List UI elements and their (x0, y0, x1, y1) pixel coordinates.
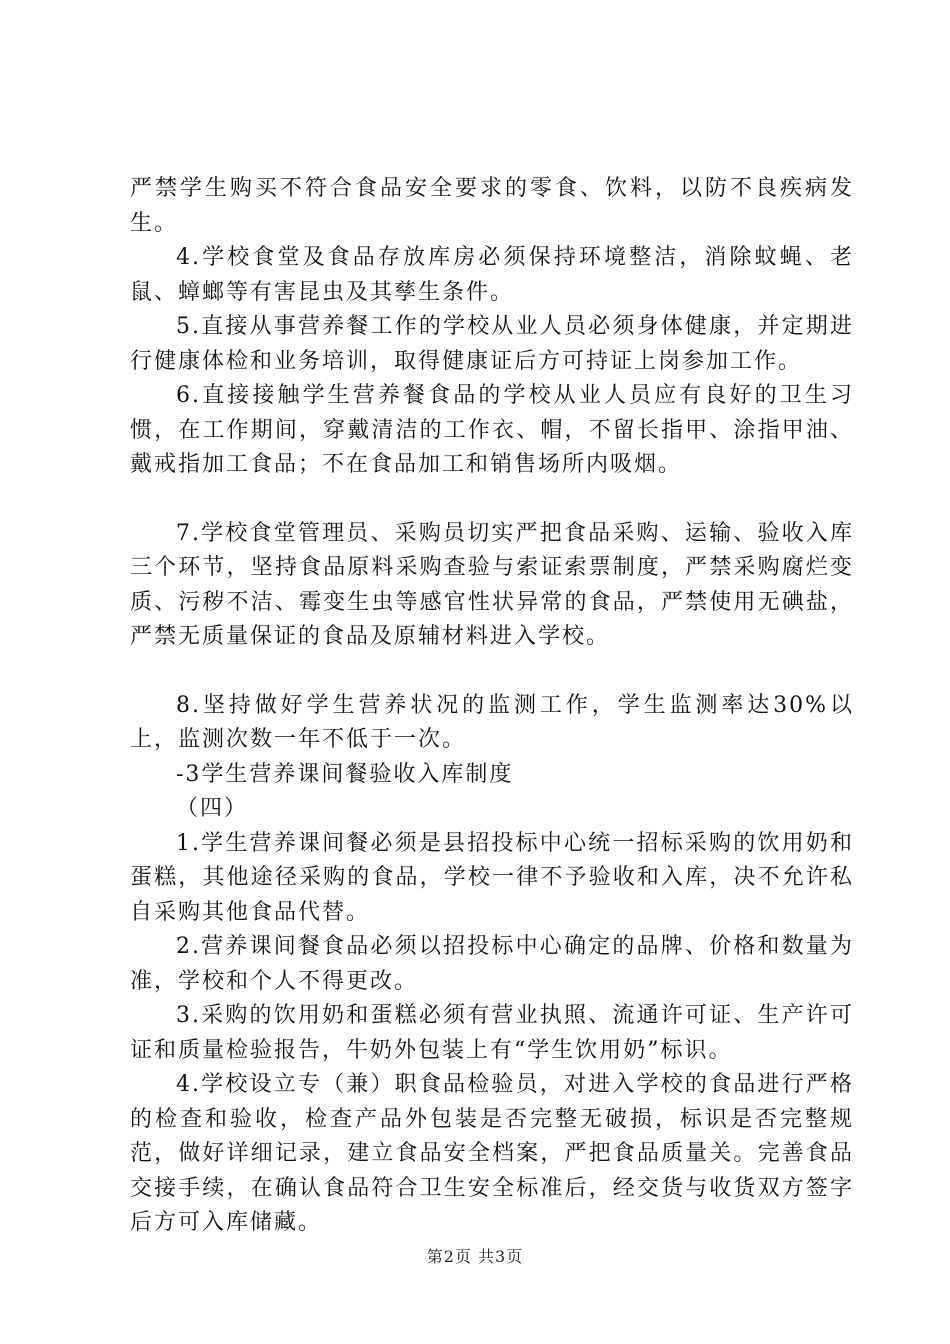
page-number-footer: 第2页 共3页 (426, 1247, 524, 1266)
paragraph-continuation: 严禁学生购买不符合食品安全要求的零食、饮料，以防不良疾病发生。 (130, 176, 854, 236)
paragraph-item-8-monitoring: 8.坚持做好学生营养状况的监测工作，学生监测率达30%以上，监测次数一年不低于一次。 (130, 692, 854, 752)
paragraph-item-7-procurement: 7.学校食堂管理员、采购员切实严把食品采购、运输、验收入库三个环节，坚持食品原料采购查验与索证索票制度，严禁采购腐烂变质、污秽不洁、霉变生虫等感官性状异常的食品，严禁使用无碘盐，严禁无质量保证的食品及原辅材料进入学校。 (130, 520, 854, 649)
paragraph-item-5-health: 5.直接从事营养餐工作的学校从业人员必须身体健康，并定期进行健康体检和业务培训，取得健康证后方可持证上岗参加工作。 (130, 314, 854, 374)
document-body (130, 172, 854, 1241)
paragraph-rule-2: 2.营养课间餐食品必须以招投标中心确定的品牌、价格和数量为准，学校和个人不得更改。 (130, 934, 854, 994)
paragraph-rule-1: 1.学生营养课间餐必须是县招投标中心统一招标采购的饮用奶和蛋糕，其他途径采购的食品，学校一律不予验收和入库，决不允许私自采购其他食品代替。 (130, 830, 854, 925)
paragraph-rule-3: 3.采购的饮用奶和蛋糕必须有营业执照、流通许可证、生产许可证和质量检验报告，牛奶外包装上有“学生饮用奶”标识。 (130, 1003, 854, 1063)
paragraph-rule-4: 4.学校设立专（兼）职食品检验员，对进入学校的食品进行严格的检查和验收，检查产品外包装是否完整无破损，标识是否完整规范，做好详细记录，建立食品安全档案，严把食品质量关。完善食品交接手续，在确认食品符合卫生安全标准后，经交货与收货双方签字后方可入库储藏。 (130, 1072, 854, 1235)
section-heading: -3学生营养课间餐验收入库制度 (176, 761, 514, 787)
paragraph-item-4-cleanliness: 4.学校食堂及食品存放库房必须保持环境整洁，消除蚊蝇、老鼠、蟑螂等有害昆虫及其孳生条件。 (130, 245, 854, 305)
section-number: （四） (176, 796, 249, 821)
paragraph-item-6-hygiene: 6.直接接触学生营养餐食品的学校从业人员应有良好的卫生习惯，在工作期间，穿戴清洁的工作衣、帽，不留长指甲、涂指甲油、戴戒指加工食品；不在食品加工和销售场所内吸烟。 (130, 383, 854, 477)
